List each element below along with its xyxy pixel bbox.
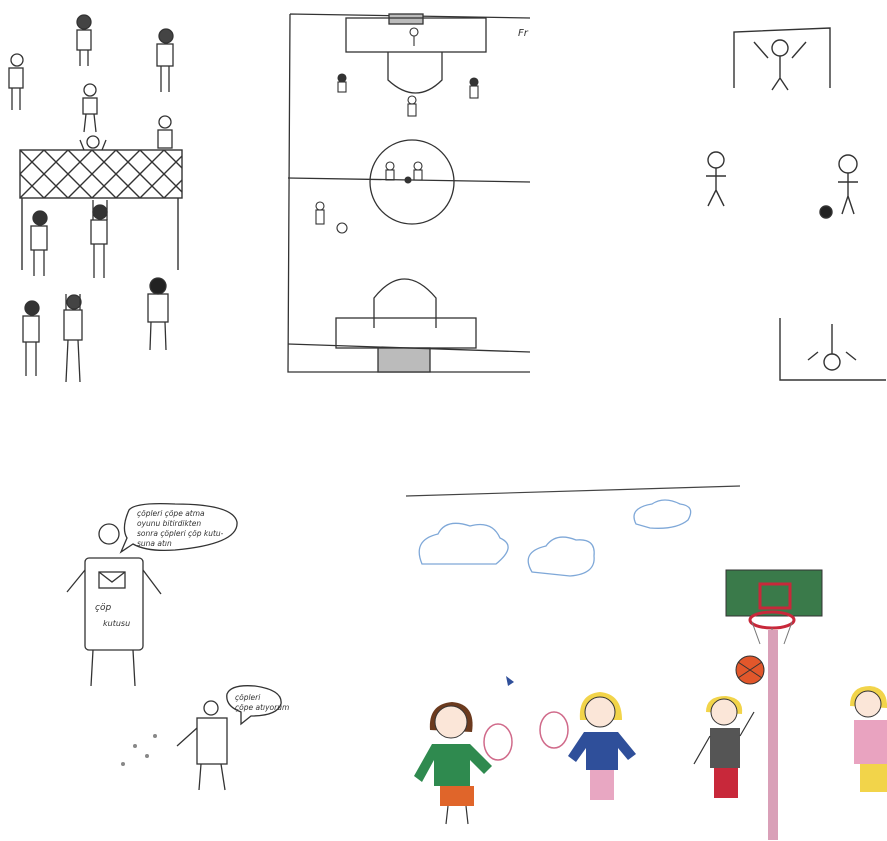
cloud [419, 523, 508, 564]
trash-bin-drawing [55, 500, 290, 820]
player-shorts [860, 764, 887, 792]
horizon-line [406, 486, 740, 496]
player-shorts [714, 768, 738, 798]
svg-text:çöpleri çöpe atma oyunu [137, 509, 226, 548]
bottom-penalty-box [336, 318, 476, 348]
clouds [419, 500, 690, 576]
volleyball-svg [0, 0, 200, 390]
person-speech-line-1: çöpleri [235, 693, 261, 702]
bin-speech-line-3: sonra çöpleri çöp kutu- [137, 529, 224, 538]
penalty-ball [820, 206, 832, 218]
bin-label-2: kutusu [103, 619, 131, 628]
field-players [316, 28, 478, 233]
top-goal [389, 14, 423, 24]
person-speech-line-2: çöpe atıyorum [235, 703, 290, 712]
basketball-player-right [850, 686, 887, 792]
volleyball-drawing [0, 0, 200, 390]
bin-label-1: çöp [95, 603, 112, 613]
racket [540, 712, 568, 748]
top-players [9, 15, 173, 150]
top-goal-frame [734, 28, 830, 88]
player-shirt [854, 720, 887, 764]
bin-speech-line-2: oyunu bitirdikten [137, 519, 202, 528]
football-field-drawing [284, 10, 532, 376]
sports-scene-svg [400, 480, 887, 841]
hoop-pole [768, 630, 778, 840]
football-field-svg [284, 10, 532, 376]
bin-speech-line-4: suna atın [137, 539, 172, 548]
basketball-player-left [694, 696, 754, 798]
penalty-drawing [690, 0, 887, 395]
litter [121, 734, 157, 766]
bottom-goal [378, 348, 430, 372]
shuttlecock [506, 676, 514, 686]
bin-speech-line-1: çöpleri çöpe atma [137, 509, 205, 518]
svg-text:çöpleri çöpe atıyorum [235, 693, 289, 712]
bottom-goal-frame [780, 318, 886, 380]
cloud [634, 500, 691, 528]
sports-scene-drawing [400, 480, 887, 841]
bottom-players [23, 200, 168, 382]
cloud [528, 537, 594, 576]
center-circle [370, 140, 454, 224]
girl-badminton-right [540, 692, 636, 800]
player-shirt [710, 728, 740, 768]
racket [484, 724, 512, 760]
girl-badminton-left [414, 702, 512, 824]
field-corner-text: Fr [518, 28, 528, 39]
penalty-svg [690, 0, 887, 395]
trash-bin-svg [55, 500, 290, 820]
